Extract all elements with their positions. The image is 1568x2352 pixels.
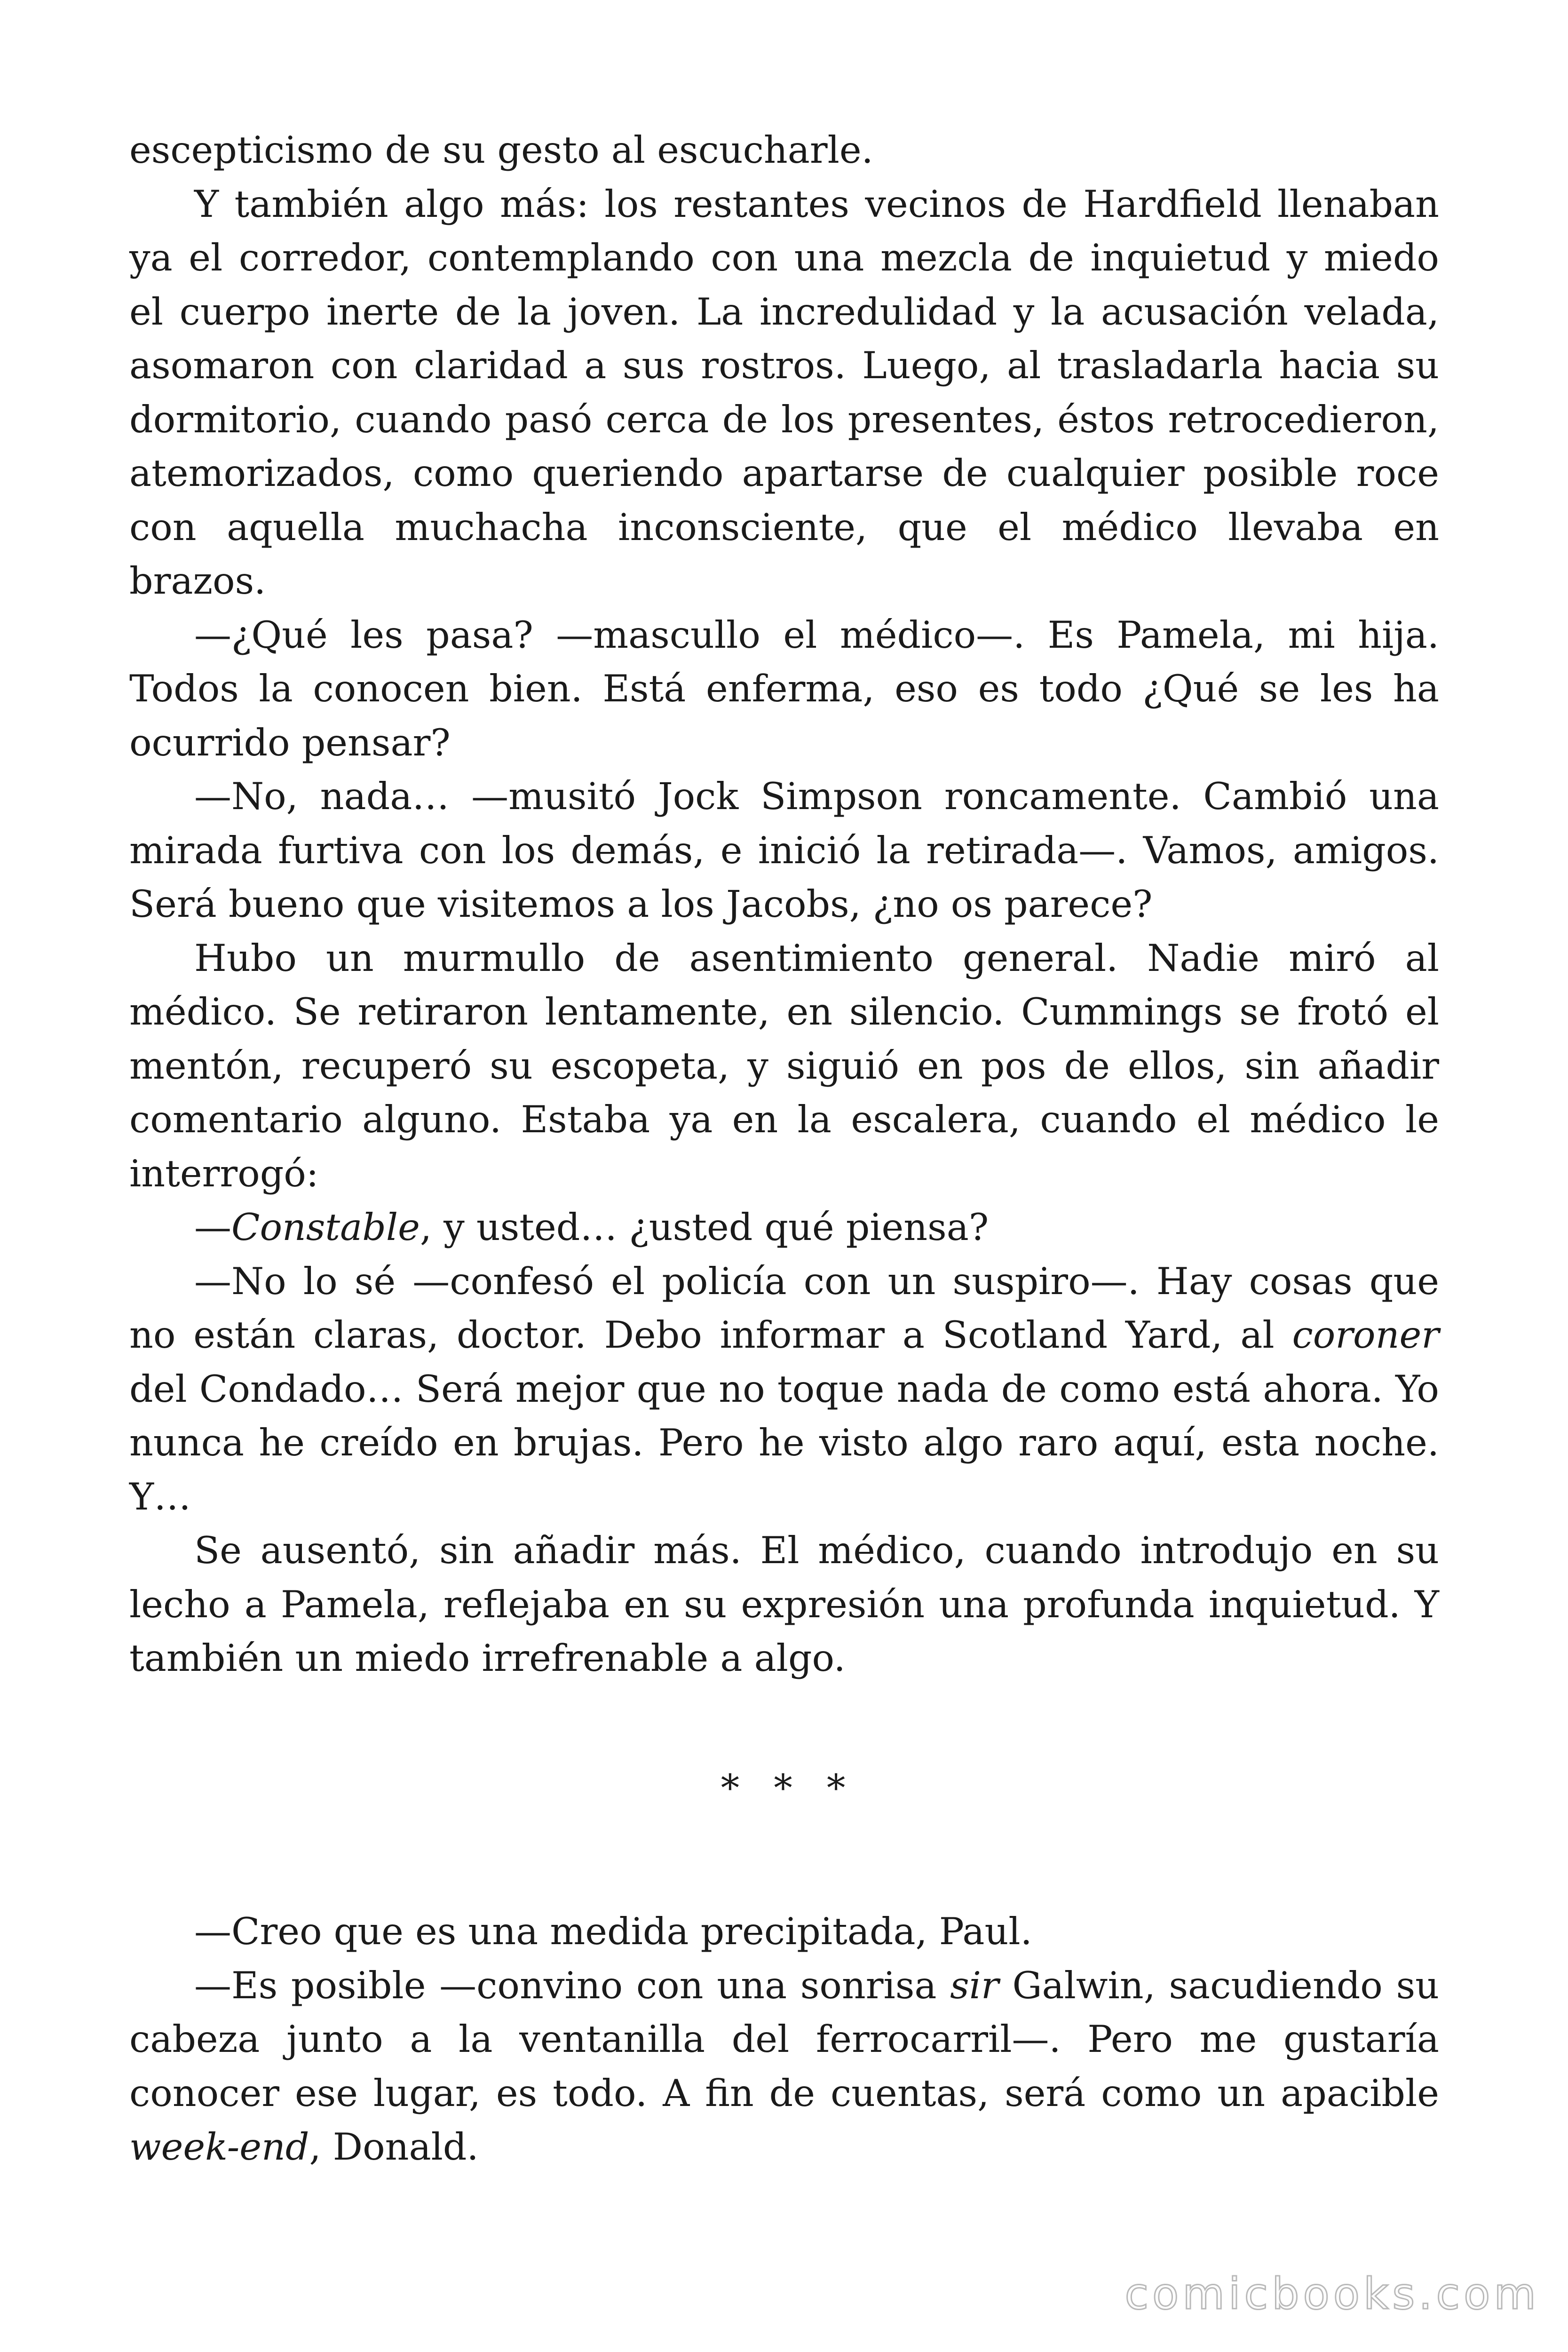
paragraph: Se ausentó, sin añadir más. El médico, cuando introdujo en su lecho a Pamela, reflejaba en su expresión una profunda inquietud. Y también un miedo irrefrenable a algo.: [129, 1529, 1439, 1680]
italic-word: coroner: [1292, 1313, 1439, 1357]
galwin-paragraph: [129, 1959, 1439, 2174]
paragraph-text: —No lo sé —confesó el policía con un suspiro—. Hay cosas que no están claras, doctor. Debo informar a Scotland Yard, al: [129, 1259, 1439, 1357]
paragraph-text: —Es posible —convino con una sonrisa: [194, 1963, 950, 2007]
bottom-text-block: [129, 1905, 1439, 2174]
scene-separator: * * *: [721, 1766, 857, 1810]
top-text-block: [129, 123, 1439, 1685]
paragraph: —No, nada… —musitó Jock Simpson roncamente. Cambió una mirada furtiva con los demás, e inició la retirada—. Vamos, amigos. Será bueno que visitemos a los Jacobs, ¿no os parece?: [129, 775, 1439, 926]
dash: —: [194, 1206, 231, 1249]
paragraph-text: Galwin, sacudiendo su cabeza junto a la ventanilla del ferrocarril—. Pero me gustaría conocer ese lugar, es todo. A fin de cuentas, será como un apacible: [129, 1963, 1439, 2115]
paragraph-text: , y usted… ¿usted qué piensa?: [420, 1206, 989, 1249]
italic-word: week-end: [129, 2125, 309, 2169]
paragraph: Hubo un murmullo de asentimiento general. Nadie miró al médico. Se retiraron lentamente, en silencio. Cummings se frotó el mentón, recuperó su escopeta, y siguió en pos de ellos, sin añadir comentario alguno. Estaba ya en la escalera, cuando el médico le interrogó:: [129, 936, 1439, 1195]
coroner-paragraph: [129, 1255, 1439, 1524]
paragraph-text: del Condado… Será mejor que no toque nada de como está ahora. Yo nunca he creído en brujas. Pero he visto algo raro aquí, esta noche. Y…: [129, 1367, 1439, 1518]
paragraph-text: , Donald.: [309, 2125, 479, 2169]
constable-paragraph: [129, 1200, 1439, 1255]
paragraph: —Creo que es una medida precipitada, Paul.: [194, 1910, 1032, 1953]
watermark: comicbooks.com: [1125, 2269, 1540, 2319]
italic-word: sir: [950, 1963, 999, 2007]
paragraph: Y también algo más: los restantes vecinos de Hardfield llenaban ya el corredor, contemplando con una mezcla de inquietud y miedo el cuerpo inerte de la joven. La incredulidad y la acusación velada, asomaron con claridad a sus rostros. Luego, al trasladarla hacia su dormitorio, cuando pasó cerca de los presentes, éstos retrocedieron, atemorizados, como queriendo apartarse de cualquier posible roce con aquella muchacha inconsciente, que el médico llevaba en brazos.: [129, 182, 1439, 603]
italic-word: Constable: [231, 1206, 420, 1249]
paragraph: —¿Qué les pasa? —mascullo el médico—. Es Pamela, mi hija. Todos la conocen bien. Está enferma, eso es todo ¿Qué se les ha ocurrido pensar?: [129, 613, 1439, 764]
paragraph: escepticismo de su gesto al escucharle.: [129, 128, 873, 172]
